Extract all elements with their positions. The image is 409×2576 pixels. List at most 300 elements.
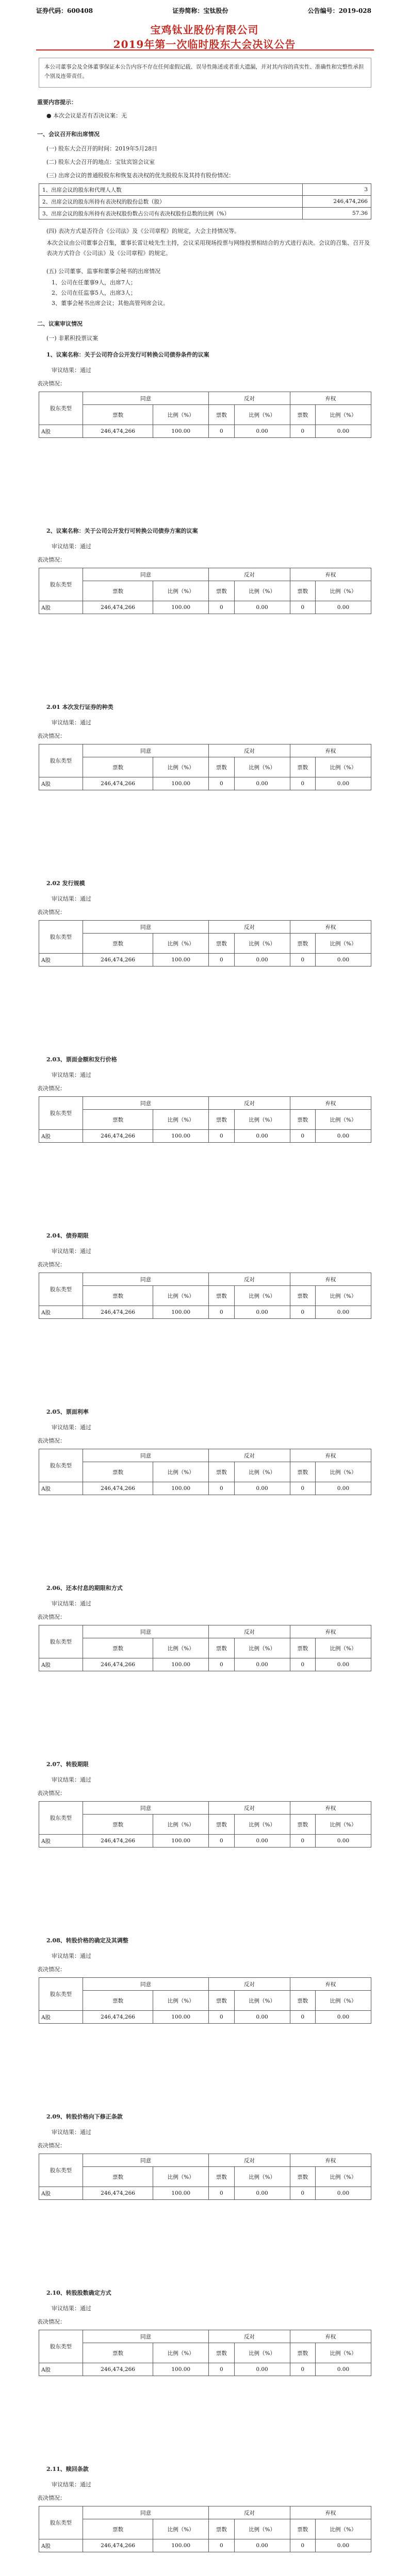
abstain-ratio: 0.00 xyxy=(315,2539,371,2552)
col-for: 同意 xyxy=(83,2506,209,2519)
table-row xyxy=(39,1273,371,1286)
against-votes: 0 xyxy=(209,1482,234,1495)
motion-result: 审议结果：通过 xyxy=(52,1072,91,1078)
company-name: 宝鸡钛业股份有限公司 xyxy=(150,24,259,36)
col-votes: 票数 xyxy=(290,757,315,777)
abstain-ratio: 0.00 xyxy=(315,2011,371,2024)
abstain-ratio: 0.00 xyxy=(315,1130,371,1143)
vote-label: 表决情况： xyxy=(37,1085,66,1092)
col-votes: 票数 xyxy=(209,2343,234,2363)
motion-result: 审议结果：通过 xyxy=(52,895,91,902)
col-votes: 票数 xyxy=(83,1286,153,1306)
vote-label: 表决情况： xyxy=(37,1614,66,1620)
col-abstain: 弃权 xyxy=(290,1625,371,1638)
row-type: A股 xyxy=(39,2011,83,2024)
against-ratio: 0.00 xyxy=(234,425,290,438)
col-votes: 票数 xyxy=(290,1991,315,2011)
row-type: A股 xyxy=(39,1658,83,1671)
col-ratio: 比例（%） xyxy=(234,1991,290,2011)
col-abstain: 弃权 xyxy=(290,1273,371,1286)
vote-table xyxy=(39,1449,371,1495)
abstain-votes: 0 xyxy=(290,954,315,967)
col-votes: 票数 xyxy=(209,1462,234,1482)
abstain-votes: 0 xyxy=(290,425,315,438)
vote-table xyxy=(39,1977,371,2024)
abstain-votes: 0 xyxy=(290,2539,315,2552)
col-votes: 票数 xyxy=(83,2343,153,2363)
col-ratio: 比例（%） xyxy=(153,581,209,601)
against-ratio: 0.00 xyxy=(234,2187,290,2200)
col-holder-type: 股东类型 xyxy=(39,1802,83,1835)
col-votes: 票数 xyxy=(290,405,315,425)
col-ratio: 比例（%） xyxy=(234,1462,290,1482)
col-ratio: 比例（%） xyxy=(234,581,290,601)
col-holder-type: 股东类型 xyxy=(39,392,83,425)
col-for: 同意 xyxy=(83,1273,209,1286)
col-ratio: 比例（%） xyxy=(153,1991,209,2011)
for-votes: 246,474,266 xyxy=(83,2187,153,2200)
table-row xyxy=(39,1625,371,1638)
header-line xyxy=(36,6,371,15)
against-votes: 0 xyxy=(209,425,234,438)
motion-title: 1、议案名称：关于公司符合公开发行可转换公司债券条件的议案 xyxy=(46,351,209,358)
col-ratio: 比例（%） xyxy=(315,1462,371,1482)
col-votes: 票数 xyxy=(83,1991,153,2011)
table-row: 2、出席会议的股东所持有表决权的股份总数（股） 246,474,266 xyxy=(39,196,371,208)
against-ratio: 0.00 xyxy=(234,1482,290,1495)
col-abstain: 弃权 xyxy=(290,392,371,405)
vote-label: 表决情况： xyxy=(37,2495,66,2501)
abstain-ratio: 0.00 xyxy=(315,1835,371,1848)
secretary-attendance: 3、董事会秘书出席会议；其他高管列席会议。 xyxy=(52,300,169,307)
col-votes: 票数 xyxy=(209,2167,234,2187)
col-for: 同意 xyxy=(83,1449,209,1462)
for-ratio: 100.00 xyxy=(153,425,209,438)
vote-label: 表决情况： xyxy=(37,2142,66,2149)
col-votes: 票数 xyxy=(83,2167,153,2187)
col-against: 反对 xyxy=(209,2154,290,2167)
against-votes: 0 xyxy=(209,601,234,614)
col-abstain: 弃权 xyxy=(290,2154,371,2167)
col-ratio: 比例（%） xyxy=(315,2167,371,2187)
col-votes: 票数 xyxy=(290,2343,315,2363)
row-type: A股 xyxy=(39,777,83,790)
against-ratio: 0.00 xyxy=(234,1130,290,1143)
against-votes: 0 xyxy=(209,1835,234,1848)
table-row xyxy=(39,1306,371,1319)
row-type: A股 xyxy=(39,2187,83,2200)
motion-result: 审议结果：通过 xyxy=(52,1600,91,1607)
col-abstain: 弃权 xyxy=(290,1978,371,1991)
table-row xyxy=(39,934,371,954)
supervisors-attendance: 2、公司在任监事5人，出席3人； xyxy=(52,290,136,296)
col-abstain: 弃权 xyxy=(290,1097,371,1110)
against-votes: 0 xyxy=(209,2011,234,2024)
against-votes: 0 xyxy=(209,1306,234,1319)
table-row xyxy=(39,2011,371,2024)
col-ratio: 比例（%） xyxy=(315,1991,371,2011)
col-abstain: 弃权 xyxy=(290,921,371,934)
col-holder-type: 股东类型 xyxy=(39,1449,83,1482)
col-votes: 票数 xyxy=(83,2519,153,2539)
col-ratio: 比例（%） xyxy=(153,2343,209,2363)
table-row xyxy=(39,2167,371,2187)
motion-result: 审议结果：通过 xyxy=(52,1953,91,1959)
col-votes: 票数 xyxy=(209,581,234,601)
motion-title: 2.10、转股股数确定方式 xyxy=(46,2290,111,2296)
vote-table xyxy=(39,568,371,614)
table-row xyxy=(39,2539,371,2552)
col-ratio: 比例（%） xyxy=(315,1286,371,1306)
vote-label: 表决情况： xyxy=(37,733,66,739)
col-ratio: 比例（%） xyxy=(153,405,209,425)
for-votes: 246,474,266 xyxy=(83,601,153,614)
table-row xyxy=(39,1991,371,2011)
vote-table xyxy=(39,392,371,438)
col-votes: 票数 xyxy=(209,934,234,954)
vote-label: 表决情况： xyxy=(37,1790,66,1797)
col-abstain: 弃权 xyxy=(290,1802,371,1815)
col-votes: 票数 xyxy=(83,1110,153,1130)
col-against: 反对 xyxy=(209,1449,290,1462)
voting-method-heading: (四) 表决方式是否符合《公司法》及《公司章程》的规定，大会主持情况等。 xyxy=(46,228,240,234)
col-holder-type: 股东类型 xyxy=(39,568,83,601)
against-votes: 0 xyxy=(209,2187,234,2200)
meeting-time: (一) 股东大会召开的时间：2019年5月28日 xyxy=(46,145,158,152)
col-votes: 票数 xyxy=(209,1815,234,1835)
vote-table xyxy=(39,2506,371,2552)
col-votes: 票数 xyxy=(290,934,315,954)
table-row xyxy=(39,1815,371,1835)
motion-title: 2.01 本次发行证券的种类 xyxy=(46,704,113,710)
for-votes: 246,474,266 xyxy=(83,1482,153,1495)
row-type: A股 xyxy=(39,1482,83,1495)
table-row xyxy=(39,1835,371,1848)
vote-label: 表决情况： xyxy=(37,909,66,916)
table-row xyxy=(39,1462,371,1482)
for-ratio: 100.00 xyxy=(153,1835,209,1848)
against-ratio: 0.00 xyxy=(234,1306,290,1319)
vote-table xyxy=(39,1273,371,1319)
col-for: 同意 xyxy=(83,1978,209,1991)
col-ratio: 比例（%） xyxy=(153,1462,209,1482)
abstain-ratio: 0.00 xyxy=(315,1658,371,1671)
table-row xyxy=(39,1286,371,1306)
table-row xyxy=(39,757,371,777)
for-ratio: 100.00 xyxy=(153,1306,209,1319)
col-ratio: 比例（%） xyxy=(315,405,371,425)
col-votes: 票数 xyxy=(290,1286,315,1306)
col-for: 同意 xyxy=(83,568,209,581)
col-holder-type: 股东类型 xyxy=(39,2506,83,2539)
non-cumulative-heading: (一) 非累积投票议案 xyxy=(46,335,99,342)
vote-table xyxy=(39,1801,371,1848)
table-row xyxy=(39,1449,371,1462)
row-type: A股 xyxy=(39,1306,83,1319)
col-against: 反对 xyxy=(209,1625,290,1638)
col-ratio: 比例（%） xyxy=(315,757,371,777)
abstain-ratio: 0.00 xyxy=(315,601,371,614)
col-holder-type: 股东类型 xyxy=(39,2330,83,2363)
stock-abbr: 证券简称：宝钛股份 xyxy=(172,7,228,14)
for-votes: 246,474,266 xyxy=(83,425,153,438)
col-ratio: 比例（%） xyxy=(234,1286,290,1306)
disclaimer-box: 本公司董事会及全体董事保证本公告内容不存在任何虚假记载、误导性陈述或者重大遗漏，并对其内容的真实性、准确性和完整性承担个别及连带责任。 xyxy=(39,58,371,88)
important-heading: 重要内容提示： xyxy=(37,99,77,106)
col-votes: 票数 xyxy=(83,757,153,777)
motion-result: 审议结果：通过 xyxy=(52,2481,91,2488)
abstain-ratio: 0.00 xyxy=(315,1482,371,1495)
col-ratio: 比例（%） xyxy=(153,1110,209,1130)
col-ratio: 比例（%） xyxy=(153,934,209,954)
col-votes: 票数 xyxy=(290,2167,315,2187)
col-holder-type: 股东类型 xyxy=(39,921,83,954)
abstain-votes: 0 xyxy=(290,1130,315,1143)
col-votes: 票数 xyxy=(83,1638,153,1658)
meeting-place: (二) 股东大会召开的地点：宝钛宾馆会议室 xyxy=(46,159,155,165)
col-ratio: 比例（%） xyxy=(315,1110,371,1130)
abstain-votes: 0 xyxy=(290,601,315,614)
col-votes: 票数 xyxy=(209,757,234,777)
table-row xyxy=(39,2519,371,2539)
for-votes: 246,474,266 xyxy=(83,1835,153,1848)
table-row xyxy=(39,2363,371,2376)
col-abstain: 弃权 xyxy=(290,568,371,581)
col-for: 同意 xyxy=(83,921,209,934)
col-against: 反对 xyxy=(209,1802,290,1815)
vote-table xyxy=(39,1625,371,1671)
col-ratio: 比例（%） xyxy=(234,1110,290,1130)
col-ratio: 比例（%） xyxy=(315,1815,371,1835)
col-ratio: 比例（%） xyxy=(153,2519,209,2539)
motion-title: 2、议案名称：关于公司公开发行可转换公司债券方案的议案 xyxy=(46,528,198,534)
motion-title: 2.03、票面金额和发行价格 xyxy=(46,1056,117,1063)
for-votes: 246,474,266 xyxy=(83,1130,153,1143)
table-row xyxy=(39,1978,371,1991)
for-votes: 246,474,266 xyxy=(83,954,153,967)
table-row xyxy=(39,568,371,581)
for-ratio: 100.00 xyxy=(153,2187,209,2200)
abstain-ratio: 0.00 xyxy=(315,954,371,967)
vote-label: 表决情况： xyxy=(37,2318,66,2325)
abstain-votes: 0 xyxy=(290,777,315,790)
col-votes: 票数 xyxy=(290,1110,315,1130)
row-type: A股 xyxy=(39,2363,83,2376)
row-type: A股 xyxy=(39,601,83,614)
col-holder-type: 股东类型 xyxy=(39,744,83,777)
directors-attendance: 1、公司在任董事9人，出席7人； xyxy=(52,279,136,286)
motion-result: 审议结果：通过 xyxy=(52,1776,91,1783)
against-votes: 0 xyxy=(209,2539,234,2552)
col-votes: 票数 xyxy=(83,405,153,425)
motion-title: 2.11、赎回条款 xyxy=(46,2466,89,2472)
attendance-heading: (三) 出席会议的普通股股东和恢复表决权的优先股股东及其持有股份情况： xyxy=(46,172,235,179)
col-abstain: 弃权 xyxy=(290,1449,371,1462)
for-ratio: 100.00 xyxy=(153,1482,209,1495)
col-holder-type: 股东类型 xyxy=(39,1097,83,1130)
abstain-ratio: 0.00 xyxy=(315,1306,371,1319)
vote-table xyxy=(39,744,371,790)
motion-title: 2.02 发行规模 xyxy=(46,880,85,887)
col-for: 同意 xyxy=(83,744,209,757)
table-row xyxy=(39,425,371,438)
attendance-table xyxy=(39,183,371,219)
for-votes: 246,474,266 xyxy=(83,1658,153,1671)
motion-result: 审议结果：通过 xyxy=(52,2305,91,2312)
against-votes: 0 xyxy=(209,1130,234,1143)
col-votes: 票数 xyxy=(290,581,315,601)
against-ratio: 0.00 xyxy=(234,601,290,614)
against-votes: 0 xyxy=(209,1658,234,1671)
col-votes: 票数 xyxy=(290,1815,315,1835)
against-votes: 0 xyxy=(209,2363,234,2376)
against-ratio: 0.00 xyxy=(234,2539,290,2552)
motion-result: 审议结果：通过 xyxy=(52,543,91,550)
table-row xyxy=(39,2506,371,2519)
motion-title: 2.05、票面利率 xyxy=(46,1409,89,1415)
against-ratio: 0.00 xyxy=(234,777,290,790)
table-row xyxy=(39,392,371,405)
col-against: 反对 xyxy=(209,1097,290,1110)
col-votes: 票数 xyxy=(209,2519,234,2539)
table-row xyxy=(39,1130,371,1143)
col-ratio: 比例（%） xyxy=(315,2519,371,2539)
col-ratio: 比例（%） xyxy=(234,2343,290,2363)
table-row xyxy=(39,1110,371,1130)
table-row xyxy=(39,921,371,934)
vote-label: 表决情况： xyxy=(37,1437,66,1444)
col-ratio: 比例（%） xyxy=(234,1815,290,1835)
col-for: 同意 xyxy=(83,2330,209,2343)
col-abstain: 弃权 xyxy=(290,2330,371,2343)
for-ratio: 100.00 xyxy=(153,1658,209,1671)
motion-title: 2.04、债券期限 xyxy=(46,1232,89,1239)
col-votes: 票数 xyxy=(83,1815,153,1835)
row-type: A股 xyxy=(39,1835,83,1848)
for-ratio: 100.00 xyxy=(153,601,209,614)
col-ratio: 比例（%） xyxy=(234,2519,290,2539)
for-ratio: 100.00 xyxy=(153,2011,209,2024)
abstain-votes: 0 xyxy=(290,1306,315,1319)
table-row xyxy=(39,744,371,757)
motion-result: 审议结果：通过 xyxy=(52,1248,91,1255)
for-ratio: 100.00 xyxy=(153,1130,209,1143)
against-ratio: 0.00 xyxy=(234,954,290,967)
abstain-votes: 0 xyxy=(290,1482,315,1495)
col-ratio: 比例（%） xyxy=(234,405,290,425)
abstain-ratio: 0.00 xyxy=(315,777,371,790)
notice-number: 公告编号：2019-028 xyxy=(307,7,371,14)
table-row xyxy=(39,1802,371,1815)
table-row xyxy=(39,581,371,601)
against-ratio: 0.00 xyxy=(234,1835,290,1848)
attendance-directors-heading: (五) 公司董事、监事和董事会秘书的出席情况 xyxy=(46,268,161,275)
col-for: 同意 xyxy=(83,392,209,405)
abstain-votes: 0 xyxy=(290,2363,315,2376)
col-against: 反对 xyxy=(209,392,290,405)
abstain-votes: 0 xyxy=(290,1658,315,1671)
table-row xyxy=(39,1097,371,1110)
motion-title: 2.06、还本付息的期限和方式 xyxy=(46,1585,123,1591)
col-votes: 票数 xyxy=(83,934,153,954)
abstain-votes: 0 xyxy=(290,1835,315,1848)
col-votes: 票数 xyxy=(209,405,234,425)
col-holder-type: 股东类型 xyxy=(39,1273,83,1306)
abstain-ratio: 0.00 xyxy=(315,2363,371,2376)
vote-table xyxy=(39,2330,371,2376)
table-row xyxy=(39,405,371,425)
col-holder-type: 股东类型 xyxy=(39,2154,83,2187)
col-for: 同意 xyxy=(83,2154,209,2167)
col-votes: 票数 xyxy=(83,581,153,601)
col-abstain: 弃权 xyxy=(290,744,371,757)
motion-result: 审议结果：通过 xyxy=(52,367,91,374)
vote-label: 表决情况： xyxy=(37,1966,66,1973)
col-ratio: 比例（%） xyxy=(234,757,290,777)
for-ratio: 100.00 xyxy=(153,2363,209,2376)
row-type: A股 xyxy=(39,954,83,967)
row-type: A股 xyxy=(39,2539,83,2552)
important-item: ● 本次会议是否有否决议案：无 xyxy=(46,112,127,119)
col-against: 反对 xyxy=(209,744,290,757)
for-ratio: 100.00 xyxy=(153,777,209,790)
against-ratio: 0.00 xyxy=(234,2363,290,2376)
col-votes: 票数 xyxy=(209,1110,234,1130)
against-votes: 0 xyxy=(209,777,234,790)
col-against: 反对 xyxy=(209,1273,290,1286)
col-against: 反对 xyxy=(209,1978,290,1991)
col-against: 反对 xyxy=(209,2330,290,2343)
col-ratio: 比例（%） xyxy=(234,1638,290,1658)
table-row: 1、出席会议的股东和代理人人数 3 xyxy=(39,184,371,196)
col-against: 反对 xyxy=(209,2506,290,2519)
abstain-votes: 0 xyxy=(290,2187,315,2200)
motion-title: 2.09、转股价格向下修正条款 xyxy=(46,2113,123,2120)
voting-method-text: 本次会议由公司董事会召集，董事长雷让岐先生主持，会议采用现场投票与网络投票相结合的方式进行表决。会议的召集、召开及表决方式符合《公司法》及《公司章程》的规定。 xyxy=(46,240,370,257)
table-row xyxy=(39,1658,371,1671)
col-ratio: 比例（%） xyxy=(315,581,371,601)
col-for: 同意 xyxy=(83,1625,209,1638)
table-row xyxy=(39,1482,371,1495)
stock-code: 证券代码：600408 xyxy=(36,7,93,14)
for-ratio: 100.00 xyxy=(153,954,209,967)
col-votes: 票数 xyxy=(209,1638,234,1658)
col-ratio: 比例（%） xyxy=(153,1286,209,1306)
table-row xyxy=(39,2154,371,2167)
vote-table xyxy=(39,1096,371,1143)
col-ratio: 比例（%） xyxy=(153,1815,209,1835)
col-against: 反对 xyxy=(209,568,290,581)
abstain-ratio: 0.00 xyxy=(315,2187,371,2200)
col-votes: 票数 xyxy=(209,1286,234,1306)
motion-result: 审议结果：通过 xyxy=(52,719,91,726)
table-row xyxy=(39,601,371,614)
motion-title: 2.07、转股期限 xyxy=(46,1761,89,1768)
col-votes: 票数 xyxy=(290,1638,315,1658)
motion-result: 审议结果：通过 xyxy=(52,2129,91,2136)
abstain-votes: 0 xyxy=(290,2011,315,2024)
for-votes: 246,474,266 xyxy=(83,1306,153,1319)
col-ratio: 比例（%） xyxy=(234,934,290,954)
col-ratio: 比例（%） xyxy=(315,2343,371,2363)
section1-heading: 一、会议召开和出席情况 xyxy=(37,131,100,138)
against-votes: 0 xyxy=(209,954,234,967)
col-ratio: 比例（%） xyxy=(153,1638,209,1658)
table-row xyxy=(39,2330,371,2343)
table-row xyxy=(39,2187,371,2200)
table-row xyxy=(39,954,371,967)
col-votes: 票数 xyxy=(290,1462,315,1482)
